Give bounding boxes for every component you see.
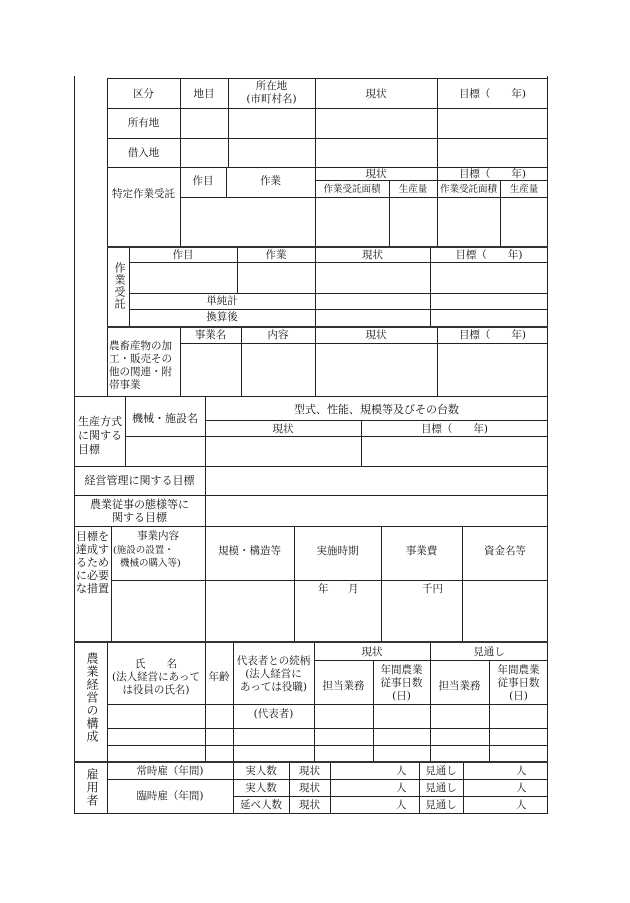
kosei-nenrei: 年齢 <box>208 671 230 683</box>
koyo-hito-5: 人 <box>516 782 527 794</box>
kako-label-4: 帯事業 <box>109 379 141 391</box>
koyo-genjo-1: 現状 <box>299 765 320 777</box>
sagyo-kansan: 換算後 <box>206 311 238 323</box>
sochi-senen: 千円 <box>422 583 443 595</box>
jugyo-label-2: 関する目標 <box>112 511 167 524</box>
seisan-kikai: 機械・施設名 <box>132 412 198 425</box>
koyo-hito-4: 人 <box>516 765 527 777</box>
seisan-label-1: 生産方式 <box>78 415 122 428</box>
sagyo-tanjun: 単純計 <box>206 295 238 307</box>
header-mokuhyo: 目標（ 年) <box>458 88 527 100</box>
sub-menseki-mokuhyo: 作業受託面積 <box>439 184 497 195</box>
kako-header-jigyomei: 事業名 <box>194 329 227 341</box>
kosei-tanto-mitooshi: 担当業務 <box>438 680 481 692</box>
sochi-header-naiyo-2: (施設の設置・ <box>113 545 174 556</box>
kosei-zokugara-2: (法人経営に <box>245 668 302 680</box>
kosei-genjo: 現状 <box>361 646 383 658</box>
sub-sagyo: 作業 <box>260 175 281 187</box>
koyo-hito-6: 人 <box>516 799 527 811</box>
sochi-label-3: るため <box>76 556 109 569</box>
seisan-genjo: 現状 <box>272 423 294 435</box>
sochi-label-4: に必要 <box>76 569 109 582</box>
sochi-nen: 年 <box>318 583 329 595</box>
kako-header-mokuhyo: 目標（ 年) <box>458 329 527 341</box>
row-tokutei: 特定作業受託 <box>112 188 175 200</box>
sochi-header-naiyo: 事業内容 <box>137 530 179 542</box>
sochi-label-5: な措置 <box>76 582 109 595</box>
row-shoyu: 所有地 <box>127 117 160 129</box>
kosei-nissu-mitooshi: 年間農業 <box>497 664 540 676</box>
seisan-label-2: に関する <box>78 429 122 442</box>
kosei-label: 農業経営の構成 <box>85 652 99 743</box>
koyo-genjo-3: 現状 <box>299 799 320 811</box>
sochi-header-jigyohi: 事業費 <box>405 545 438 557</box>
sub-sakumoku: 作目 <box>192 175 214 187</box>
kosei-shimei: 氏 名 <box>135 658 177 670</box>
koyo-joji: 常時雇（年間) <box>136 765 204 777</box>
kosei-shimei-3: は役員の氏名) <box>122 684 190 696</box>
seisan-katashiki: 型式、性能、規模等及びその台数 <box>294 403 459 416</box>
kosei-zokugara-3: あっては役職) <box>240 681 307 693</box>
kosei-mitooshi: 見通し <box>473 646 505 658</box>
header-genjo: 現状 <box>365 88 387 100</box>
kosei-nissu-genjo-2: 従事日数 <box>380 677 423 689</box>
koyo-jitsu-1: 実人数 <box>245 765 277 777</box>
row-shakunyu: 借入地 <box>127 147 160 159</box>
koyo-rinji: 臨時雇（年間) <box>136 790 204 802</box>
koyo-mitooshi-1: 見通し <box>425 765 457 777</box>
kosei-shimei-2: (法人経営にあって <box>112 671 200 683</box>
kosei-nissu-genjo: 年間農業 <box>380 664 423 676</box>
sochi-label-1: 目標を <box>76 530 109 543</box>
koyo-hito-2: 人 <box>396 782 407 794</box>
header-kubun: 区分 <box>133 88 154 100</box>
kako-label-1: 農畜産物の加 <box>109 340 172 352</box>
sochi-tsuki: 月 <box>348 583 359 595</box>
jugyo-label-1: 農業従事の態様等に <box>90 498 189 511</box>
kosei-tanto-genjo: 担当業務 <box>322 680 365 692</box>
sagyo-header-sakumoku: 作目 <box>172 249 194 261</box>
sochi-header-jiki: 実施時期 <box>316 545 359 557</box>
seisan-label-3: 目標 <box>78 443 100 456</box>
sochi-header-kibo: 規模・構造等 <box>218 545 281 557</box>
sagyo-header-sagyo: 作業 <box>265 249 287 261</box>
sub-seisan-mokuhyo: 生産量 <box>509 184 539 195</box>
kosei-zokugara: 代表者との続柄 <box>236 655 311 667</box>
koyo-jitsu-2: 実人数 <box>245 782 277 794</box>
keiei-label: 経営管理に関する目標 <box>84 474 195 487</box>
koyo-nobe: 延べ人数 <box>240 799 282 811</box>
sub-genjo: 現状 <box>365 168 387 180</box>
kosei-nissu-mitooshi-2: 従事日数 <box>497 677 540 689</box>
seisan-mokuhyo: 目標（ 年) <box>420 423 489 435</box>
kako-header-naiyo: 内容 <box>267 329 289 341</box>
koyo-hito-3: 人 <box>396 799 407 811</box>
koyo-hito-1: 人 <box>396 765 407 777</box>
koyo-label: 雇用者 <box>85 768 99 807</box>
koyo-genjo-2: 現状 <box>299 782 320 794</box>
kosei-daihyo: (代表者) <box>253 708 294 720</box>
header-shozaichi: 所在地 <box>255 80 288 92</box>
kosei-nissu-mitooshi-3: (日) <box>509 690 528 702</box>
sochi-header-shikin: 資金名等 <box>484 545 526 557</box>
koyo-mitooshi-3: 見通し <box>425 799 457 811</box>
sagyo-label: 作業受託 <box>113 262 126 310</box>
header-chimoku: 地目 <box>193 88 215 100</box>
header-shozaichi-sub: (市町村名) <box>246 93 297 105</box>
sub-seisan-genjo: 生産量 <box>398 184 428 195</box>
sagyo-header-genjo: 現状 <box>362 249 383 261</box>
koyo-mitooshi-2: 見通し <box>425 782 457 794</box>
sochi-label-2: 達成す <box>76 543 109 556</box>
sagyo-header-mokuhyo: 目標（ 年) <box>455 249 523 261</box>
sochi-header-naiyo-3: 機械の購入等) <box>120 558 181 569</box>
kako-label-3: 他の関連・附 <box>109 366 172 378</box>
kosei-nissu-genjo-3: (日) <box>392 690 411 702</box>
kako-label-2: 工・販売その <box>109 353 172 365</box>
kako-header-genjo: 現状 <box>365 329 387 341</box>
sub-menseki-genjo: 作業受託面積 <box>323 184 381 195</box>
sub-mokuhyo: 目標（ 年) <box>458 168 527 180</box>
